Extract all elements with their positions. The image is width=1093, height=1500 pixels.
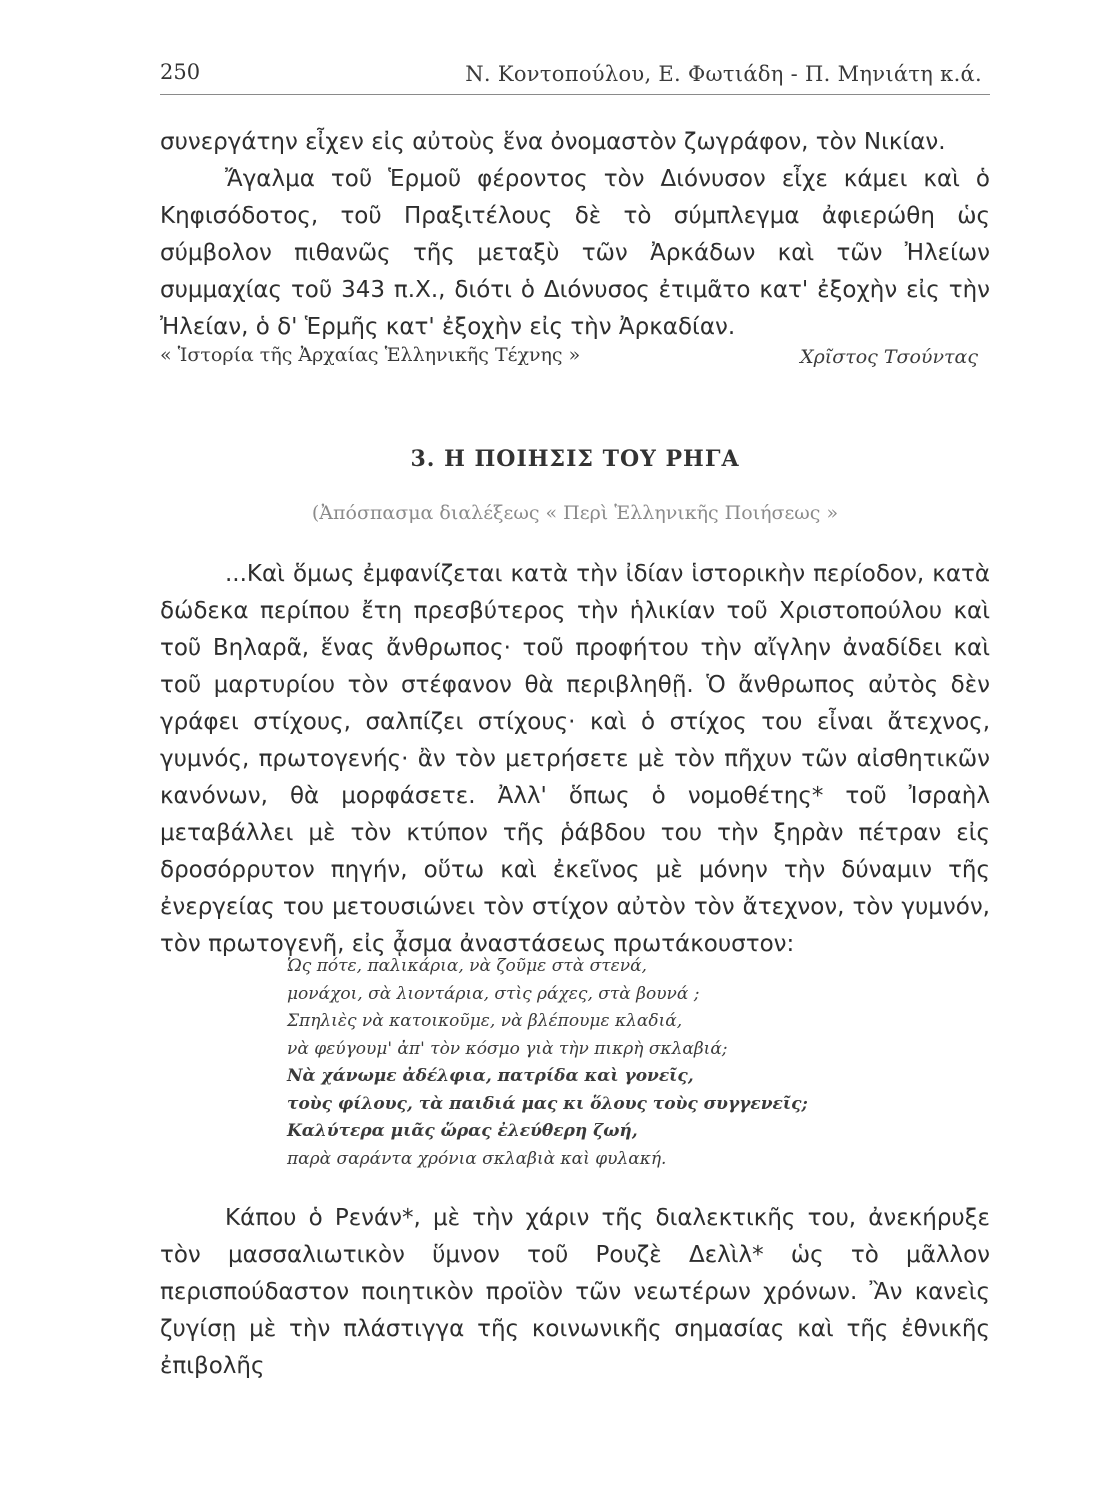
intro-body: Ἄγαλμα τοῦ Ἑρμοῦ φέροντος τὸν Διόνυσον εἶχε κάμει καὶ ὁ Κηφισόδοτος, τοῦ Πραξιτέλους δὲ τὸ σύμπλεγμα ἀφιερώθη ὡς σύμβολον πιθανῶς τῆς μεταξὺ τῶν Ἀρκάδων καὶ τῶν Ἠλείων συμμαχίας τοῦ 343 π.Χ., διότι ὁ Διόνυσος ἐτιμᾶτο κατ' ἐξοχὴν εἰς τὴν Ἠλείαν, ὁ δ' Ἑρμῆς κατ' ἐξοχὴν εἰς τὴν Ἀρκαδίαν. [160, 166, 990, 340]
intro-paragraph [160, 124, 990, 346]
page-number: 250 [160, 60, 201, 84]
citation [160, 344, 990, 384]
poem-line: μονάχοι, σὰ λιοντάρια, στὶς ράχες, στὰ βουνά ; [287, 983, 700, 1004]
page-header [160, 60, 990, 100]
closing-paragraph: Κάπου ὁ Ρενάν*, μὲ τὴν χάριν τῆς διαλεκτικῆς του, ἀνεκήρυξε τὸν μασσαλιωτικὸν ὕμνον τοῦ Ρουζὲ Δελὶλ* ὡς τὸ μᾶλλον περισπούδαστον ποιητικὸν προϊὸν τῶν νεωτέρων χρόνων. Ἂν κανεὶς ζυγίσῃ μὲ τὴν πλάστιγγα τῆς κοινωνικῆς σημασίας καὶ τῆς ἐθνικῆς ἐπιβολῆς [160, 1205, 990, 1379]
poem-line: Καλύτερα μιᾶς ὥρας ἐλεύθερη ζωή, [287, 1121, 638, 1141]
poem-line: τοὺς φίλους, τὰ παιδιά μας κι ὅλους τοὺς συγγενεῖς; [287, 1093, 808, 1114]
poem-line: παρὰ σαράντα χρόνια σκλαβιὰ καὶ φυλακή. [287, 1148, 667, 1169]
citation-source: « Ἱστορία τῆς Ἀρχαίας Ἑλληνικῆς Τέχνης » [160, 344, 581, 366]
poem [287, 953, 847, 1173]
running-head: Ν. Κοντοπούλου, Ε. Φωτιάδη - Π. Μηνιάτη κ.ά. [465, 62, 982, 86]
section-title: 3. Η ΠΟΙΗΣΙΣ ΤΟΥ ΡΗΓΑ [410, 446, 740, 472]
citation-author: Χρῖστος Τσούντας [800, 346, 978, 368]
poem-line: νὰ φεύγουμ' ἀπ' τὸν κόσμο γιὰ τὴν πικρὴ σκλαβιά; [287, 1038, 728, 1059]
intro-first-line: συνεργάτην εἶχεν εἰς αὐτοὺς ἕνα ὀνομαστὸν ζωγράφον, τὸν Νικίαν. [160, 129, 946, 155]
section-subtitle: (Ἀπόσπασμα διαλέξεως « Περὶ Ἑλληνικῆς Ποιήσεως » [311, 502, 839, 524]
main-paragraph: ...Καὶ ὅμως ἐμφανίζεται κατὰ τὴν ἰδίαν ἱστορικὴν περίοδον, κατὰ δώδεκα περίπου ἔτη πρεσβύτερος τὴν ἡλικίαν τοῦ Χριστοπούλου καὶ τοῦ Βηλαρᾶ, ἕνας ἄνθρωπος· τοῦ προφήτου τὴν αἴγλην ἀναδίδει καὶ τοῦ μαρτυρίου τὸν στέφανον θὰ περιβληθῇ. Ὁ ἄνθρωπος αὐτὸς δὲν γράφει στίχους, σαλπίζει στίχους· καὶ ὁ στίχος του εἶναι ἄτεχνος, γυμνός, πρωτογενής· ἂν τὸν μετρήσετε μὲ τὸν πῆχυν τῶν αἰσθητικῶν κανόνων, θὰ μορφάσετε. Ἀλλ' ὅπως ὁ νομοθέτης* τοῦ Ἰσραὴλ μεταβάλλει μὲ τὸν κτύπον τῆς ῥάβδου του τὴν ξηρὰν πέτραν εἰς δροσόρρυτον πηγήν, οὕτω καὶ ἐκεῖνος μὲ μόνην τὴν δύναμιν τῆς ἐνεργείας του μετουσιώνει τὸν στίχον αὐτὸν τὸν ἄτεχνον, τὸν γυμνόν, τὸν πρωτογενῆ, εἰς ᾆσμα ἀναστάσεως πρωτάκουστον: [160, 561, 990, 957]
poem-line: Σπηλιὲς νὰ κατοικοῦμε, νὰ βλέπουμε κλαδιά, [287, 1011, 683, 1031]
header-rule [160, 94, 990, 95]
poem-line: Ὡς πότε, παλικάρια, νὰ ζοῦμε στὰ στενά, [287, 956, 647, 976]
poem-line: Νὰ χάνωμε ἀδέλφια, πατρίδα καὶ γονεῖς, [287, 1066, 694, 1086]
